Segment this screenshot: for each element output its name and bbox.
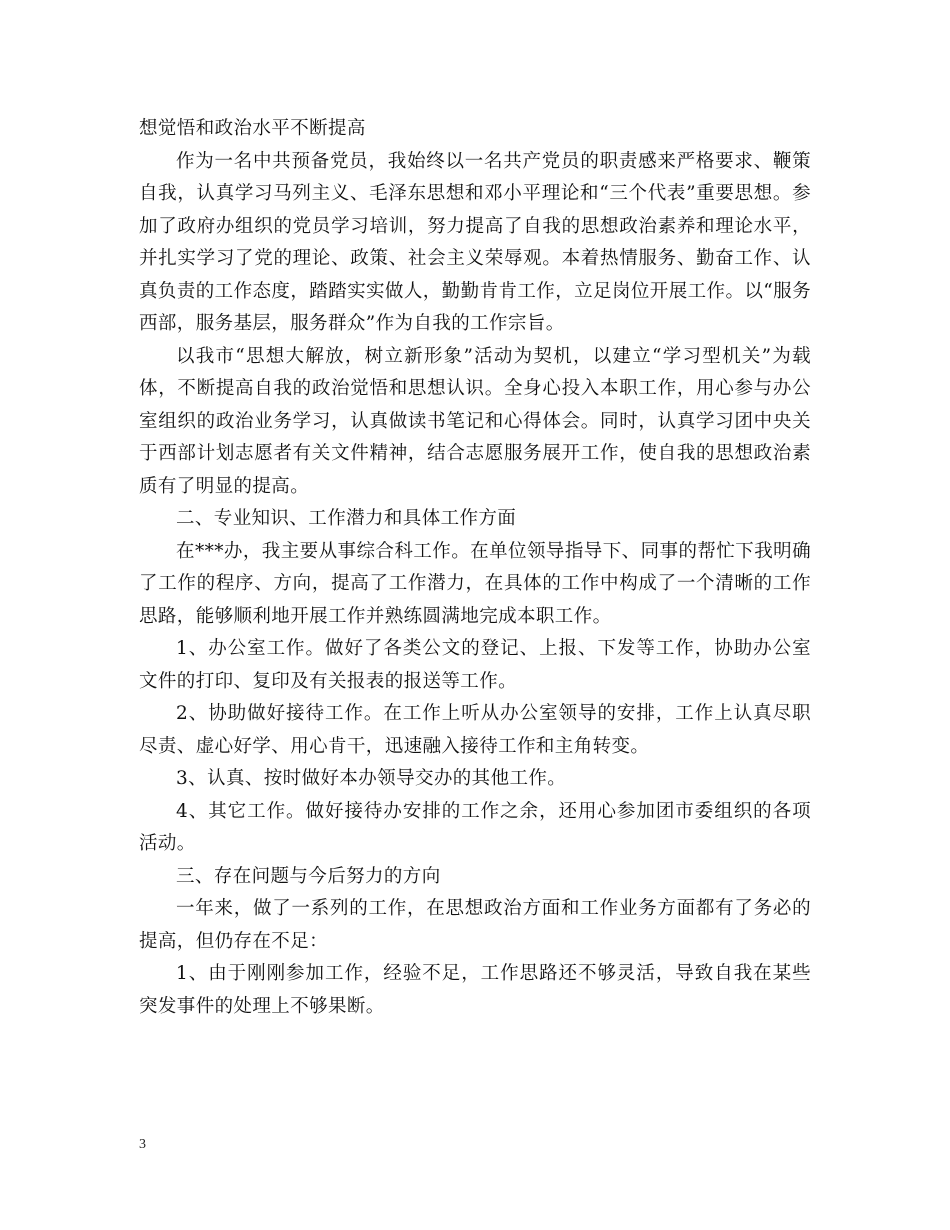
document-body xyxy=(139,113,811,1023)
list-item-reception-work: 2、协助做好接待工作。在工作上听从办公室领导的安排，工作上认真尽职尽责、虚心好学、用心肯干，迅速融入接待工作和主角转变。 xyxy=(139,703,811,757)
list-item-inexperience: 1、由于刚刚参加工作，经验不足，工作思路还不够灵活，导致自我在某些突发事件的处理上不够果断。 xyxy=(139,963,811,1017)
paragraph-continuation: 想觉悟和政治水平不断提高 xyxy=(139,118,366,139)
paragraph-year-summary: 一年来，做了一系列的工作，在思想政治方面和工作业务方面都有了务必的提高，但仍存在不足： xyxy=(139,898,811,952)
section-heading-problems-direction: 三、存在问题与今后努力的方向 xyxy=(176,865,441,887)
list-item-other-work: 4、其它工作。做好接待办安排的工作之余，还用心参加团市委组织的各项活动。 xyxy=(139,800,811,854)
section-heading-professional-work: 二、专业知识、工作潜力和具体工作方面 xyxy=(176,508,517,529)
paragraph-learning-organization: 以我市“思想大解放，树立新形象”活动为契机，以建立“学习型机关”为载体，不断提高自我的政治觉悟和思想认识。全身心投入本职工作，用心参与办公室组织的政治业务学习，认真做读书笔记和心得体会。同时，认真学习团中央关于西部计划志愿者有关文件精神，结合志愿服务展开工作，使自我的思想政治素质有了明显的提高。 xyxy=(139,345,811,497)
list-item-assigned-tasks: 3、认真、按时做好本办领导交办的其他工作。 xyxy=(176,768,567,789)
list-item-office-work: 1、办公室工作。做好了各类公文的登记、上报、下发等工作，协助办公室文件的打印、复印及有关报表的报送等工作。 xyxy=(139,638,811,692)
paragraph-general-office-work: 在***办，我主要从事综合科工作。在单位领导指导下、同事的帮忙下我明确了工作的程序、方向，提高了工作潜力，在具体的工作中构成了一个清晰的工作思路，能够顺利地开展工作并熟练圆满地完成本职工作。 xyxy=(139,540,811,627)
paragraph-party-member-study: 作为一名中共预备党员，我始终以一名共产党员的职责感来严格要求、鞭策自我，认真学习马列主义、毛泽东思想和邓小平理论和“三个代表”重要思想。参加了政府办组织的党员学习培训，努力提高了自我的思想政治素养和理论水平，并扎实学习了党的理论、政策、社会主义荣辱观。本着热情服务、勤奋工作、认真负责的工作态度，踏踏实实做人，勤勤肯肯工作，立足岗位开展工作。以“服务西部，服务基层，服务群众”作为自我的工作宗旨。 xyxy=(139,150,811,334)
page-number: 3 xyxy=(139,1137,146,1152)
